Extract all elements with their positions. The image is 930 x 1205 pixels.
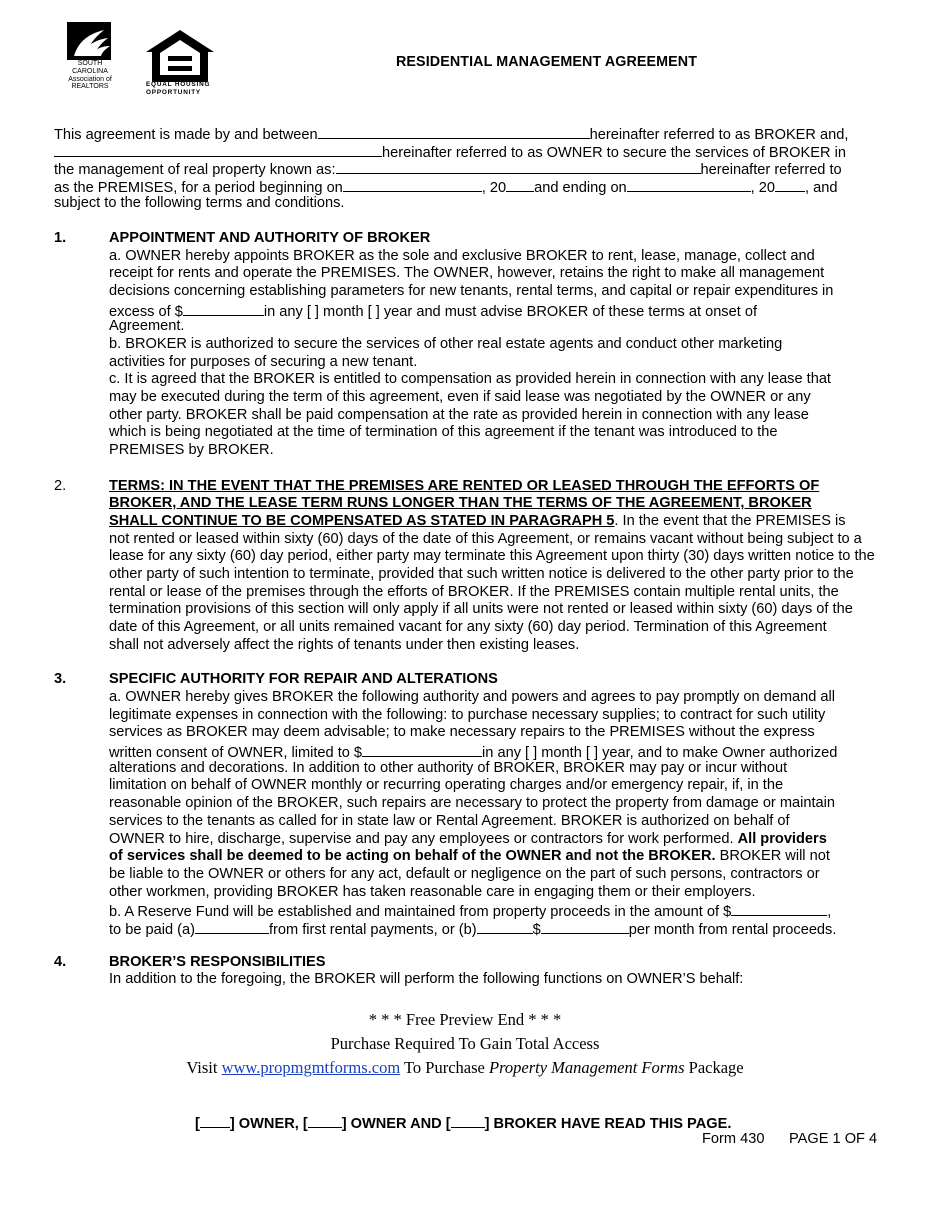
section-2-number: 2.: [54, 478, 67, 494]
reserve-fund-field[interactable]: [731, 901, 827, 916]
purchase-required-text: Purchase Required To Gain Total Access: [330, 1034, 600, 1053]
section-3-text: BROKER will not: [715, 848, 830, 864]
visit-text: Package: [684, 1058, 744, 1077]
section-4-number: 4.: [54, 954, 67, 970]
section-1-heading: APPOINTMENT AND AUTHORITY OF BROKER: [109, 230, 431, 246]
owner-name-field[interactable]: [54, 142, 382, 157]
initials-line: [195, 1113, 731, 1132]
section-1-text: in any [ ] month [ ] year and must advise BROKER of these terms at onset of: [263, 304, 758, 320]
section-3-line-b2: [109, 919, 836, 940]
section-3-text: from first rental payments, or (b): [269, 922, 477, 938]
section-1-text: which is being negotiated at the time of termination of this agreement if the tenant was introduced to the: [109, 424, 778, 440]
section-1-text: receipt for rents and operate the PREMISES. The OWNER, however, retains the right to make all management: [109, 265, 825, 281]
section-3-text: a. OWNER hereby gives BROKER the following authority and powers and agrees to pay promptly on demand all: [109, 689, 836, 705]
visit-text: Visit: [186, 1058, 222, 1077]
section-2-heading: BROKER, AND THE LEASE TERM RUNS LONGER THAN THE TERMS OF THE AGREEMENT, BROKER: [109, 495, 812, 511]
section-2-heading: SHALL CONTINUE TO BE COMPENSATED AS STATED IN PARAGRAPH 5: [109, 513, 615, 529]
broker-initials-field[interactable]: [451, 1113, 485, 1128]
form-number: Form 430: [702, 1131, 765, 1147]
section-2-heading: TERMS:: [109, 478, 165, 494]
section-2-text: . In the event that the PREMISES is: [614, 513, 846, 529]
section-1-text: c. It is agreed that the BROKER is entitled to compensation as provided herein in connection with any lease that: [109, 371, 831, 387]
document-title: RESIDENTIAL MANAGEMENT AGREEMENT: [396, 54, 698, 70]
section-3-text-bold: of services shall be deemed to be acting on behalf of the OWNER and not the BROKER.: [109, 848, 716, 864]
initials-text: ] OWNER, [: [229, 1116, 308, 1132]
reserve-monthly-field[interactable]: [541, 919, 629, 934]
end-year-field[interactable]: [775, 177, 805, 192]
section-1-text: PREMISES by BROKER.: [109, 442, 274, 458]
section-3-text: ,: [827, 904, 832, 920]
sc-realtors-logo-text: SOUTH CAROLINA Association of REALTORS: [68, 60, 112, 91]
owner-initials-field-2[interactable]: [308, 1113, 342, 1128]
intro-text: hereinafter referred to as OWNER to secure the services of BROKER in: [382, 145, 846, 161]
section-2-line-3: [109, 513, 846, 531]
section-3-text: alterations and decorations. In addition to other authority of BROKER, BROKER may pay or incur without: [109, 760, 788, 776]
property-address-field[interactable]: [336, 159, 701, 174]
section-3-heading: SPECIFIC AUTHORITY FOR REPAIR AND ALTERATIONS: [109, 671, 498, 687]
section-2-text: date of this Agreement, or all units remained vacant for any sixty (60) day period. Termination of this Agreement: [109, 619, 827, 635]
section-3-text: OWNER to hire, discharge, supervise and pay any employees or contractors for work performed.: [109, 831, 738, 847]
intro-text: hereinafter referred to as BROKER and,: [589, 127, 849, 143]
section-2-text: shall not adversely affect the rights of tenants under then existing leases.: [109, 637, 580, 653]
expenditure-limit-field[interactable]: [183, 301, 264, 316]
section-3-text: b. A Reserve Fund will be established and maintained from property proceeds in the amount of $: [109, 904, 732, 920]
intro-text: as the PREMISES, for a period beginning on: [54, 180, 343, 196]
section-2-text: rental or lease of the premises through the efforts of BROKER. If the PREMISES contain multiple rental units, the: [109, 584, 839, 600]
section-1-text: a. OWNER hereby appoints BROKER as the sole and exclusive BROKER to rent, lease, manage, collect and: [109, 248, 815, 264]
intro-text: , 20: [481, 180, 507, 196]
visit-text: To Purchase: [400, 1058, 489, 1077]
end-date-field[interactable]: [627, 177, 751, 192]
begin-date-field[interactable]: [343, 177, 482, 192]
section-3-text: in any [ ] month [ ] year, and to make Owner authorized: [482, 745, 838, 761]
initials-text: ] OWNER AND [: [341, 1116, 451, 1132]
intro-text: the management of real property known as:: [54, 162, 336, 178]
section-3-text: written consent of OWNER, limited to $: [109, 745, 363, 761]
section-1-text: may be executed during the term of this agreement, even if said lease was negotiated by the OWNER or any: [109, 389, 811, 405]
page-number: PAGE 1 OF 4: [789, 1131, 878, 1147]
intro-text: hereinafter referred to: [700, 162, 842, 178]
section-2-text: other party of such intention to terminate, provided that such written notice is delivered to the other party prior to the: [109, 566, 854, 582]
section-4-heading: BROKER’S RESPONSIBILITIES: [109, 954, 326, 970]
section-3-text: $: [532, 922, 541, 938]
section-2-heading-line-1: [109, 478, 819, 496]
intro-text: , and: [805, 180, 838, 196]
section-3-text: per month from rental proceeds.: [628, 922, 837, 938]
broker-name-field[interactable]: [318, 124, 590, 139]
section-2-text: not rented or leased within sixty (60) days of the date of this Agreement, or remains vacant without being subject to a: [109, 531, 862, 547]
section-1-number: 1.: [54, 230, 67, 246]
intro-text: This agreement is made by and between: [54, 127, 318, 143]
section-1-text: other party. BROKER shall be paid compensation at the rate as provided herein in connection with any lease: [109, 407, 809, 423]
intro-text: and ending on: [534, 180, 627, 196]
section-2-text: lease for any sixty (60) day period, either party may terminate this Agreement upon thirty (30) days written notice to the: [109, 548, 875, 564]
propmgmtforms-link[interactable]: www.propmgmtforms.com: [221, 1058, 401, 1077]
section-2-text: termination provisions of this section will only apply if all units were not rented or leased within sixty (60) days of the: [109, 601, 853, 617]
visit-line: [0, 1056, 930, 1080]
section-1-text: activities for purposes of securing a new tenant.: [109, 354, 418, 370]
section-3-text: be liable to the OWNER or others for any act, default or negligence on the part of such persons, contractors or: [109, 866, 820, 882]
equal-housing-label: EQUAL HOUSING OPPORTUNITY: [146, 81, 211, 96]
section-3-text: services as BROKER may deem advisable; to make necessary repairs to the PREMISES without the express: [109, 724, 815, 740]
section-4-text: In addition to the foregoing, the BROKER will perform the following functions on OWNER’S behalf:: [109, 971, 744, 987]
section-3-line-10: [109, 848, 830, 866]
intro-line-5: subject to the following terms and conditions.: [54, 195, 345, 211]
initials-text: [: [195, 1116, 200, 1132]
section-1-line-4: [109, 301, 757, 322]
repair-limit-field[interactable]: [362, 742, 482, 757]
section-2-heading: IN THE EVENT THAT THE PREMISES ARE RENTED OR LEASED THROUGH THE EFFORTS OF: [164, 478, 820, 494]
section-3-text-bold: All providers: [737, 831, 827, 847]
section-3-text: services to the tenants as called for in state law or Rental Agreement. BROKER is authorized on behalf of: [109, 813, 790, 829]
reserve-a-field[interactable]: [195, 919, 269, 934]
equal-housing-text: [146, 81, 216, 96]
section-3-text: legitimate expenses in connection with the following: to purchase necessary supplies; to contract for such utility: [109, 707, 826, 723]
visit-text-italic: Property Management Forms: [489, 1058, 685, 1077]
preview-end-text: * * * Free Preview End * * *: [368, 1010, 562, 1029]
section-1-text: excess of $: [109, 304, 183, 320]
section-3-text: other workmen, providing BROKER has taken reasonable care in engaging them or their employers.: [109, 884, 756, 900]
section-3-text: to be paid (a): [109, 922, 195, 938]
section-1-text: b. BROKER is authorized to secure the services of other real estate agents and conduct other marketing: [109, 336, 783, 352]
section-3-line-9: [109, 831, 827, 849]
begin-year-field[interactable]: [506, 177, 534, 192]
section-3-number: 3.: [54, 671, 67, 687]
section-3-text: limitation on behalf of OWNER monthly or recurring operating charges and/or emergency repair, if, in the: [109, 777, 784, 793]
owner-initials-field-1[interactable]: [200, 1113, 230, 1128]
section-1-text: Agreement.: [109, 318, 185, 334]
reserve-b-field[interactable]: [477, 919, 533, 934]
initials-text: ] BROKER HAVE READ THIS PAGE.: [484, 1116, 732, 1132]
intro-text: , 20: [750, 180, 776, 196]
section-3-text: reasonable opinion of the BROKER, such repairs are necessary to protect the property from damage or maintain: [109, 795, 836, 811]
section-1-text: decisions concerning establishing parameters for new tenants, rental terms, and capital or repair expenditures in: [109, 283, 834, 299]
